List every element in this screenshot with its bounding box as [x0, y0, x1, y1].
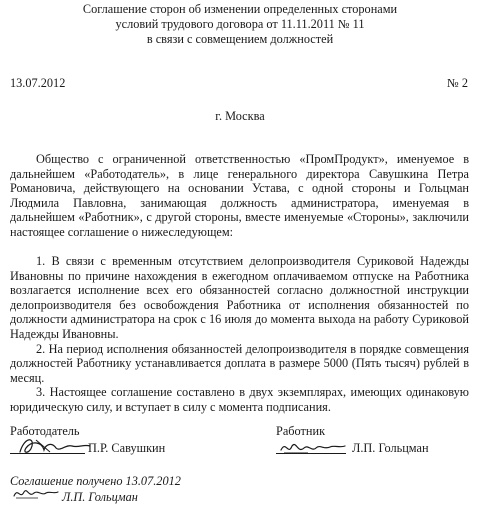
document-city: г. Москва	[215, 109, 265, 123]
agreement-item-2: 2. На период исполнения обязанностей делопроизводителя в порядке совмещения должностей Работнику устанавливается доплата в размере 5000 (Пять тысяч) рублей в месяц.	[10, 341, 469, 385]
document-number: № 2	[447, 76, 468, 90]
document-title	[0, 2, 480, 47]
employee-label: Работник	[276, 424, 326, 438]
employer-signature	[16, 432, 94, 458]
intro-paragraph: Общество с ограниченной ответственностью «ПромПродукт», именуемое в дальнейшем «Работодатель», в лице генерального директора Савушкина Петра Романовича, действующего на основании Устава, с одной стороны и Гольцман Людмила Павловна, занимающая должность администратора, именуемая в дальнейшем «Работник», с другой стороны, вместе именуемые «Стороны», заключили настоящее соглашение о нижеследующем:	[10, 152, 469, 239]
employer-name: П.Р. Савушкин	[88, 441, 166, 455]
employee-name: Л.П. Гольцман	[352, 441, 429, 455]
receipt-name: Л.П. Гольцман	[62, 490, 138, 504]
employee-signature	[278, 436, 348, 458]
receipt-signature	[12, 484, 60, 502]
agreement-item-3: 3. Настоящее соглашение составлено в двух экземплярах, имеющих одинаковую юридическую силу, и вступает в силу с момента подписания.	[10, 385, 469, 414]
agreement-item-1: 1. В связи с временным отсутствием делопроизводителя Суриковой Надежды Ивановны по причине нахождения в ежегодном оплачиваемом отпуске на Работника возлагается исполнение всех его обязанностей согласно должностной инструкции делопроизводителя без освобождения Работника от исполнения обязанностей по должности администратора на срок с 16 июля до момента выхода на работу Суриковой Надежды Ивановны.	[10, 254, 469, 341]
title-line-2: условий трудового договора от 11.11.2011 № 11	[115, 17, 365, 31]
receipt-note: Соглашение получено 13.07.2012	[10, 474, 181, 488]
document-date: 13.07.2012	[10, 76, 66, 90]
title-line-3: в связи с совмещением должностей	[146, 32, 334, 46]
intro-section	[10, 152, 469, 240]
title-line-1: Соглашение сторон об изменении определенных сторонами	[82, 2, 398, 16]
employer-label: Работодатель	[10, 424, 80, 438]
agreement-items	[10, 254, 469, 415]
